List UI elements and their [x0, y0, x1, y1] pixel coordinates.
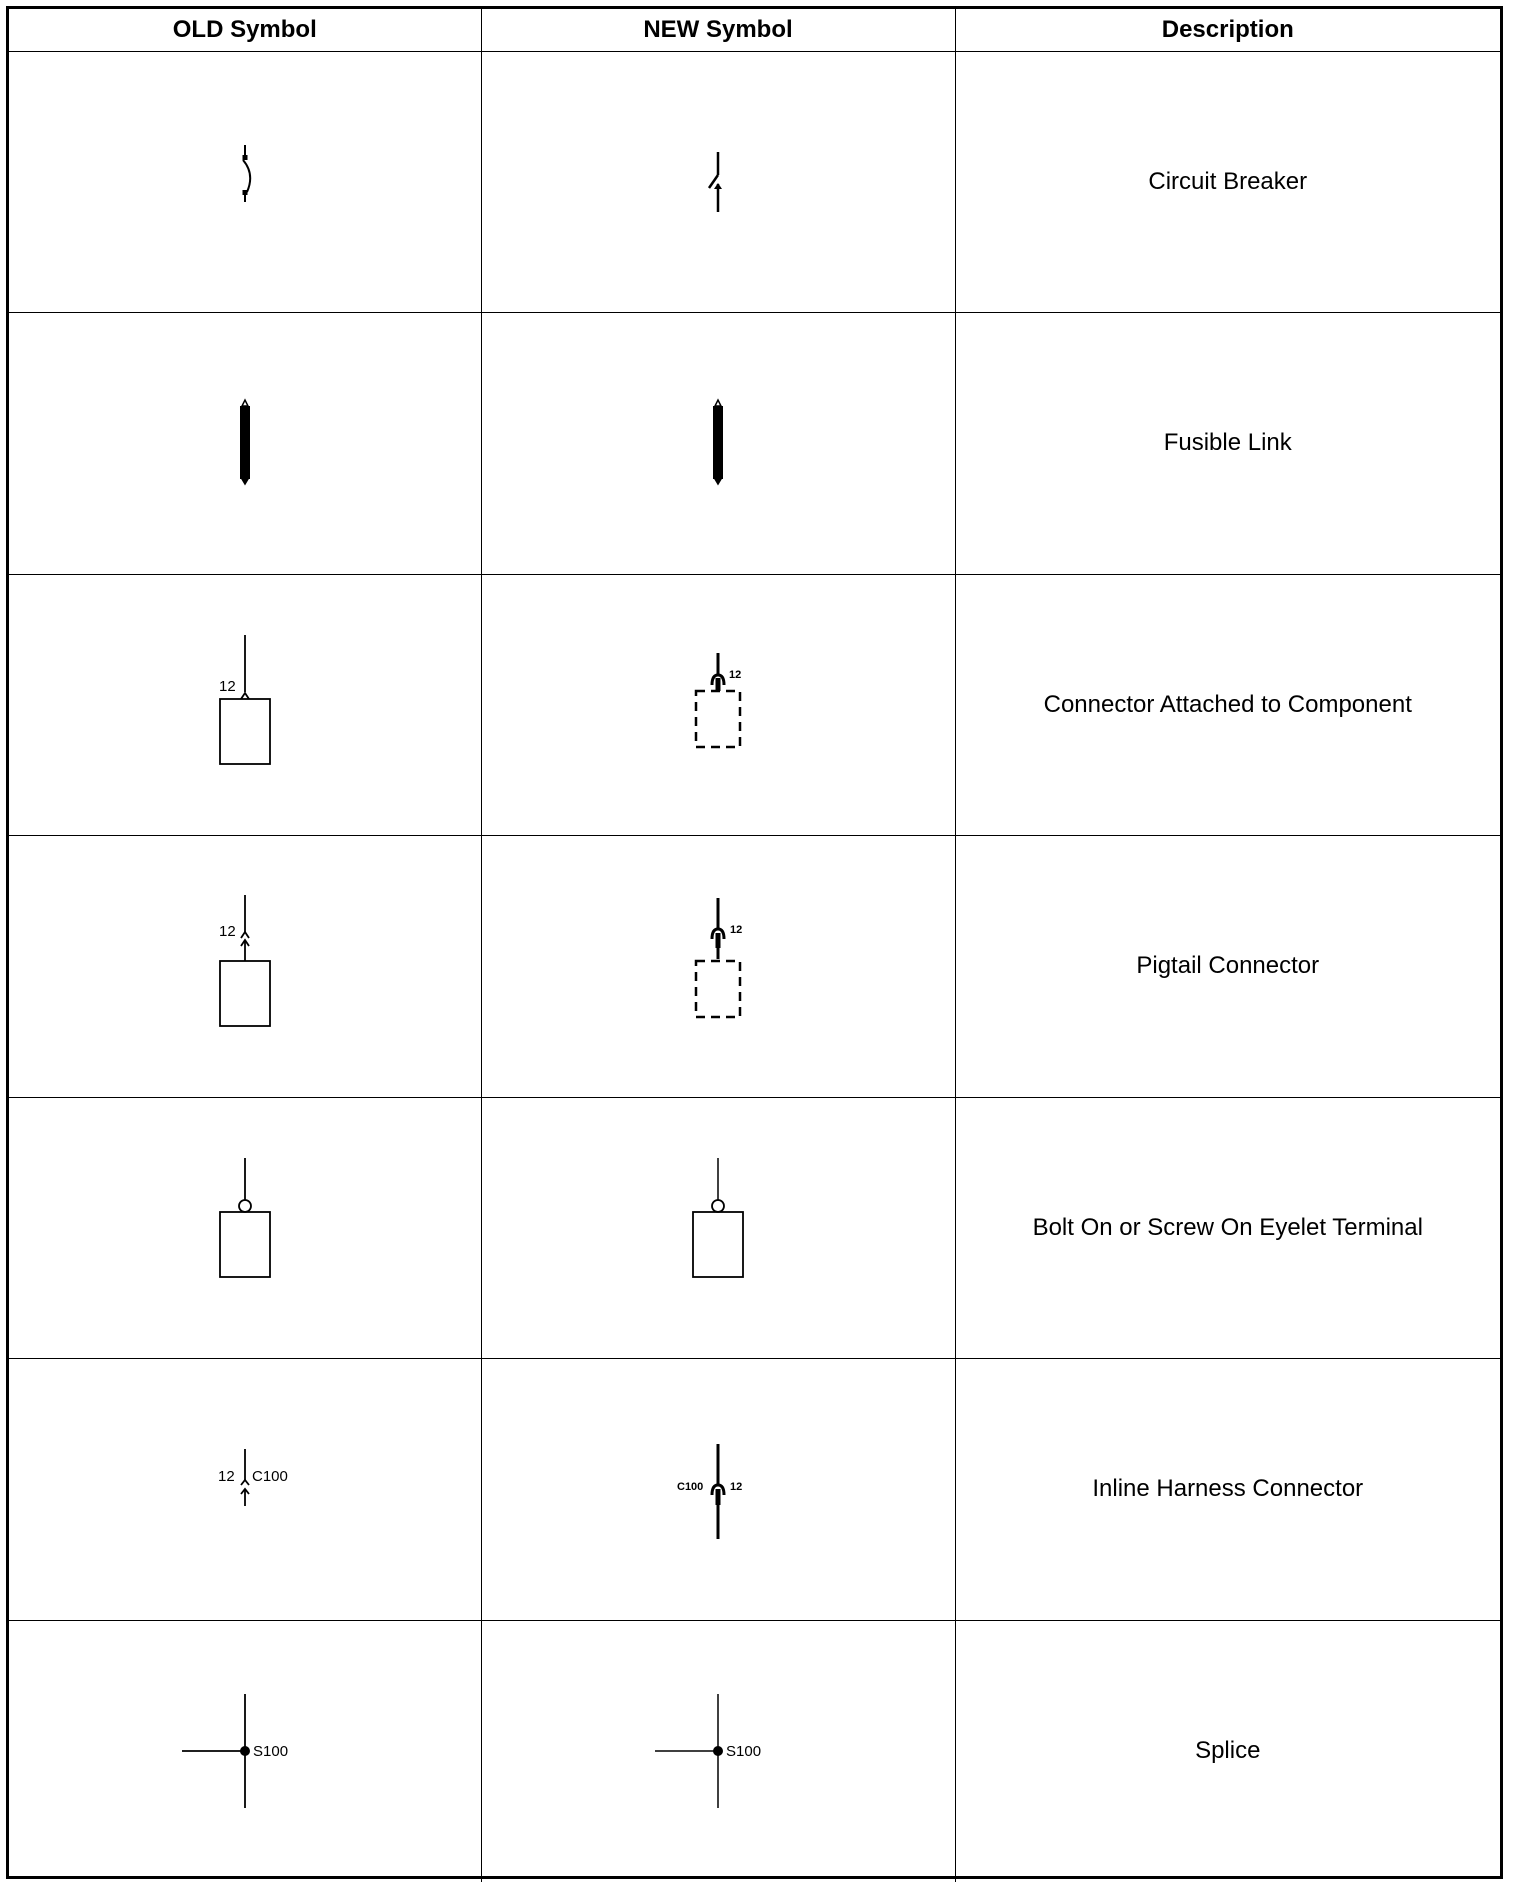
symbol-table	[9, 9, 1500, 1882]
table-row	[9, 836, 1500, 1098]
new-pigtail-connector-symbol	[618, 866, 818, 1066]
old-eyelet-terminal-symbol	[145, 1128, 345, 1328]
old-pigtail-connector-symbol	[145, 866, 345, 1066]
pin-number-label: 12	[218, 677, 236, 695]
old-symbol-cell	[9, 836, 481, 1098]
splice-id-label: S100	[726, 1743, 762, 1760]
description-cell: Pigtail Connector	[955, 836, 1500, 1098]
old-symbol-cell	[9, 1359, 481, 1621]
table-row	[9, 1097, 1500, 1359]
new-circuit-breaker-symbol	[618, 82, 818, 282]
description-cell: Bolt On or Screw On Eyelet Terminal	[955, 1097, 1500, 1359]
new-eyelet-terminal-symbol	[618, 1128, 818, 1328]
header-old-symbol: OLD Symbol	[9, 9, 481, 51]
table-row	[9, 313, 1500, 575]
new-splice-symbol	[618, 1651, 818, 1851]
new-inline-harness-connector-symbol	[618, 1389, 818, 1589]
splice-id-label: S100	[252, 1743, 288, 1760]
header-new-symbol: NEW Symbol	[481, 9, 955, 51]
description-cell: Inline Harness Connector	[955, 1359, 1500, 1621]
table-row	[9, 1620, 1500, 1882]
connector-id-label: C100	[677, 1481, 704, 1494]
old-symbol-cell	[9, 1097, 481, 1359]
pin-number-label: 12	[729, 668, 742, 681]
old-connector-attached-symbol	[145, 605, 345, 805]
new-fusible-link-symbol	[618, 343, 818, 543]
new-symbol-cell	[481, 1359, 955, 1621]
new-symbol-cell	[481, 836, 955, 1098]
old-circuit-breaker-symbol	[145, 82, 345, 282]
table-row	[9, 51, 1500, 313]
old-inline-harness-connector-symbol	[145, 1389, 345, 1589]
new-symbol-cell	[481, 1097, 955, 1359]
old-fusible-link-symbol	[145, 343, 345, 543]
connector-id-label: C100	[251, 1468, 288, 1486]
new-connector-attached-symbol	[618, 605, 818, 805]
old-symbol-cell	[9, 313, 481, 575]
old-symbol-cell	[9, 574, 481, 836]
new-symbol-cell	[481, 574, 955, 836]
description-cell: Splice	[955, 1620, 1500, 1882]
pin-number-label: 12	[730, 1481, 743, 1494]
new-symbol-cell	[481, 1620, 955, 1882]
table-row	[9, 1359, 1500, 1621]
header-description: Description	[955, 9, 1500, 51]
old-symbol-cell	[9, 1620, 481, 1882]
old-splice-symbol	[145, 1651, 345, 1851]
description-cell: Fusible Link	[955, 313, 1500, 575]
pin-number-label: 12	[730, 924, 743, 937]
pin-number-label: 12	[218, 923, 236, 941]
table-row	[9, 574, 1500, 836]
old-symbol-cell	[9, 51, 481, 313]
new-symbol-cell	[481, 313, 955, 575]
header-row	[9, 9, 1500, 51]
new-symbol-cell	[481, 51, 955, 313]
pin-number-label: 12	[217, 1468, 235, 1486]
description-cell: Connector Attached to Component	[955, 574, 1500, 836]
description-cell: Circuit Breaker	[955, 51, 1500, 313]
symbol-comparison-sheet	[6, 6, 1503, 1879]
